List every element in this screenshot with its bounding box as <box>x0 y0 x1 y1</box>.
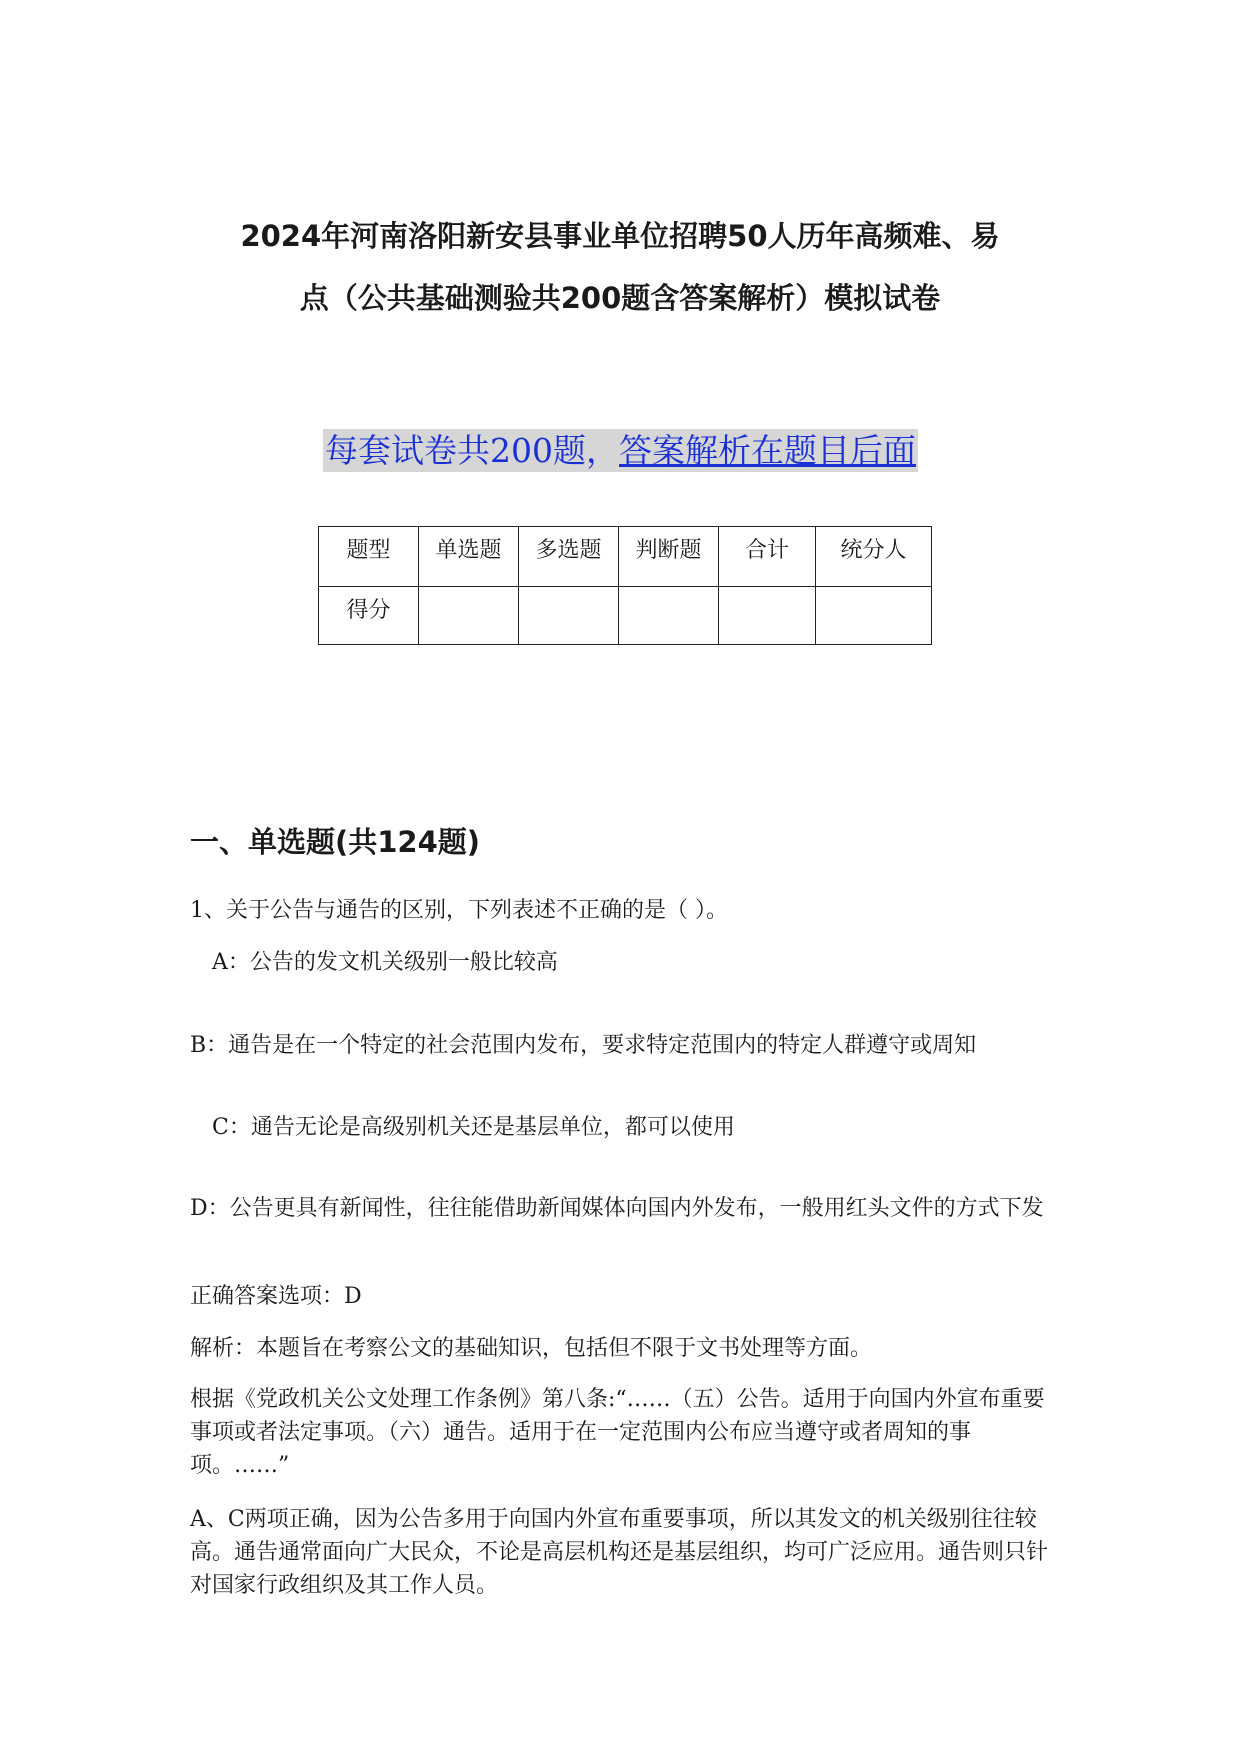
question-stem: 1、关于公告与通告的区别，下列表述不正确的是（ ）。 <box>190 898 728 923</box>
header-cell-type: 题型 <box>319 527 419 587</box>
score-cell-single[interactable] <box>419 587 519 645</box>
option-c: C：通告无论是高级别机关还是基层单位，都可以使用 <box>212 1115 735 1140</box>
banner-link[interactable]: 答案解析在题目后面 <box>619 431 916 470</box>
score-table <box>318 526 932 645</box>
exam-banner <box>0 428 1241 474</box>
option-a: A：公告的发文机关级别一般比较高 <box>212 950 558 975</box>
banner-text: 每套试卷共200题， <box>325 431 619 470</box>
score-table-header-row <box>319 527 932 587</box>
score-cell-scorer[interactable] <box>816 587 932 645</box>
title-line-2: 点（公共基础测验共200题含答案解析）模拟试卷 <box>299 281 941 315</box>
score-cell-judge[interactable] <box>619 587 719 645</box>
header-cell-scorer: 统分人 <box>816 527 932 587</box>
header-cell-multi: 多选题 <box>519 527 619 587</box>
score-cell-multi[interactable] <box>519 587 619 645</box>
header-cell-judge: 判断题 <box>619 527 719 587</box>
document-title <box>160 205 1080 329</box>
option-d: D：公告更具有新闻性，往往能借助新闻媒体向国内外发布，一般用红头文件的方式下发 <box>190 1196 1044 1221</box>
option-b: B：通告是在一个特定的社会范围内发布，要求特定范围内的特定人群遵守或周知 <box>190 1033 977 1058</box>
section-heading: 一、单选题(共124题) <box>190 825 481 859</box>
header-cell-total: 合计 <box>719 527 816 587</box>
banner-highlight <box>323 429 918 472</box>
header-cell-single: 单选题 <box>419 527 519 587</box>
row-label-score: 得分 <box>319 587 419 645</box>
analysis-explanation: A、C两项正确，因为公告多用于向国内外宣布重要事项，所以其发文的机关级别往往较高。通告通常面向广大民众，不论是高层机构还是基层组织，均可广泛应用。通告则只针对国家行政组织及其工作人员。 <box>190 1507 1049 1598</box>
analysis-regulation: 根据《党政机关公文处理工作条例》第八条:“……（五）公告。适用于向国内外宣布重要事项或者法定事项。（六）通告。适用于在一定范围内公布应当遵守或者周知的事项。……” <box>190 1387 1045 1478</box>
score-cell-total[interactable] <box>719 587 816 645</box>
analysis-summary: 解析：本题旨在考察公文的基础知识，包括但不限于文书处理等方面。 <box>190 1336 873 1361</box>
score-table-score-row <box>319 587 932 645</box>
title-line-1: 2024年河南洛阳新安县事业单位招聘50人历年高频难、易 <box>240 219 1000 253</box>
correct-answer: 正确答案选项：D <box>190 1284 362 1309</box>
